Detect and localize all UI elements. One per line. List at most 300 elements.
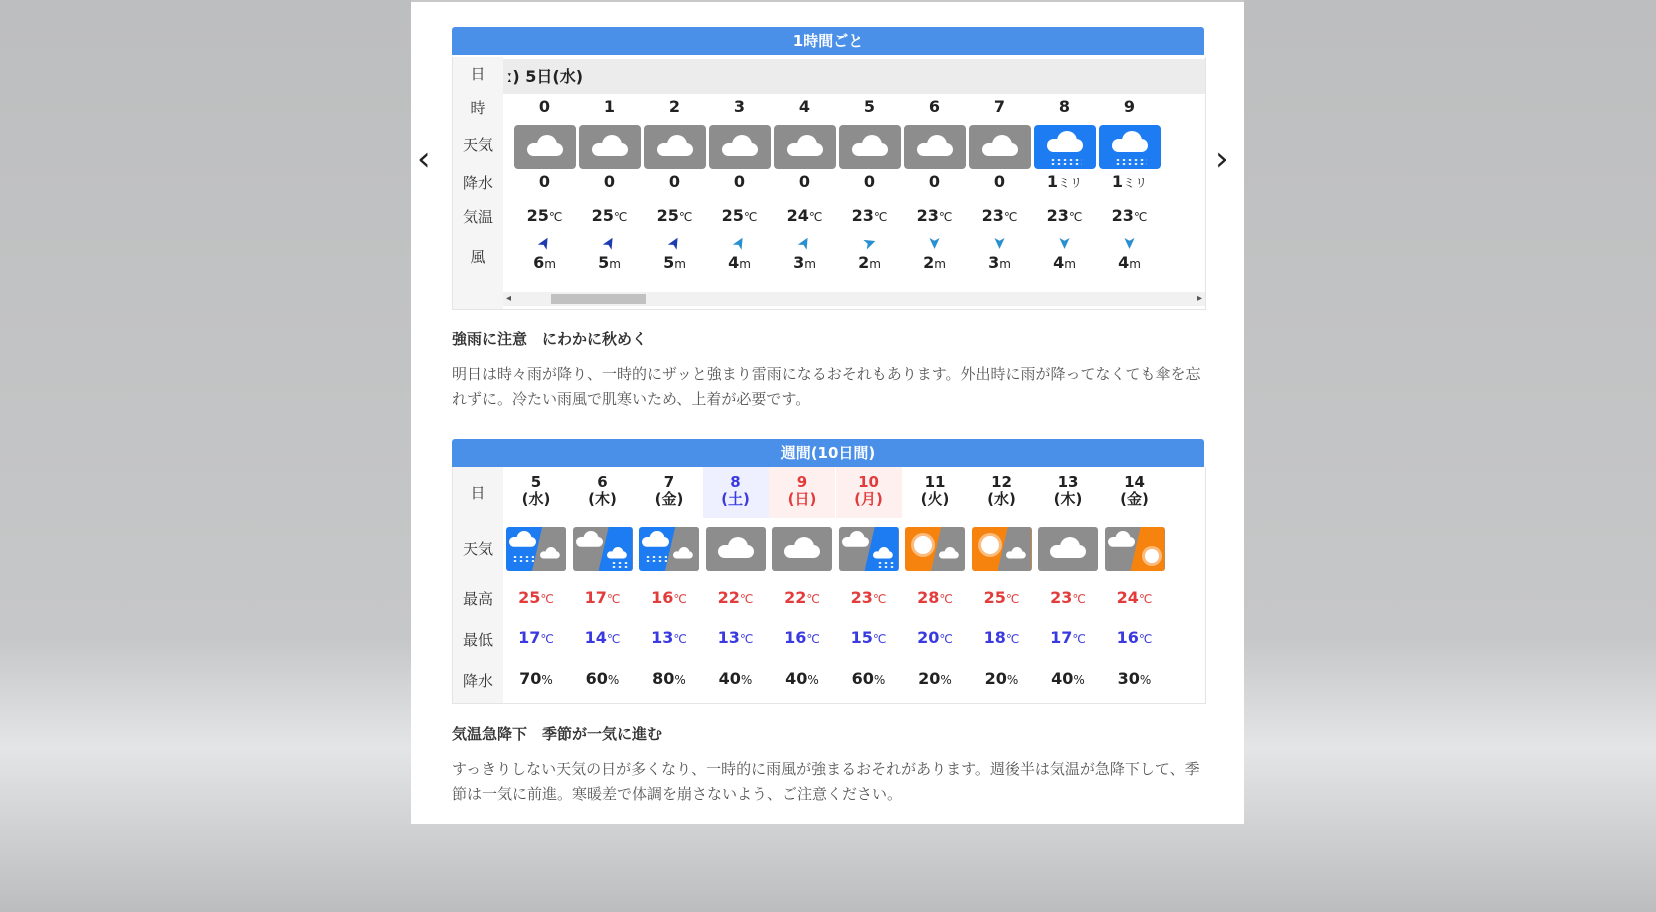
- weekly-day-column: [1102, 467, 1168, 703]
- weekly-weather-cell: [639, 527, 699, 571]
- label-hour: 時: [470, 99, 486, 117]
- weekly-pop: 70%: [519, 669, 553, 688]
- weekly-weather-cell: [1038, 527, 1098, 571]
- weekly-min-temp-unit: ℃: [673, 632, 687, 646]
- cloud-icon: [509, 531, 536, 546]
- tomorrow-headline: 強雨に注意 にわかに秋めく: [452, 330, 648, 348]
- tomorrow-text: 明日は時々雨が降り、一時的にザッと強まり雷雨になるおそれもあります。外出時に雨が降ってなくても傘を忘れずに。冷たい雨風で肌寒いため、上着が必要です。: [452, 365, 1201, 408]
- precip-cell: 0: [863, 172, 876, 191]
- cloud-puff: [1122, 131, 1142, 151]
- weekly-weather-cell: [706, 527, 766, 571]
- hourly-day-band: [503, 59, 1205, 94]
- cloud-puff: [862, 135, 882, 155]
- weekly-date-number: 14: [1124, 473, 1145, 491]
- wind-arrow-icon: ➤: [727, 232, 751, 254]
- weekly-date: [703, 474, 769, 508]
- cloud-icon: [657, 135, 693, 155]
- temp-cell: 23℃: [851, 206, 888, 225]
- precip-cell: 1ミリ: [1111, 172, 1148, 191]
- weekly-max-temp-unit: ℃: [872, 592, 887, 606]
- wlabel-weather: 天気: [462, 540, 493, 558]
- sunny-then-cloudy-icon: [972, 527, 1032, 571]
- weekly-pop: 40%: [1051, 669, 1085, 688]
- weekly-min-temp-unit: ℃: [939, 632, 953, 646]
- cloud-puff: [797, 135, 817, 155]
- wind-arrow-icon: ➤: [597, 232, 621, 254]
- precip-cell: 0: [668, 172, 681, 191]
- weekly-pop-unit: %: [1139, 673, 1152, 687]
- weekly-date-number: 5: [530, 473, 542, 491]
- weekly-min-temp: 16℃: [784, 628, 820, 647]
- weekly-pop-unit: %: [940, 673, 952, 687]
- wind-speed-cell: 4m: [1118, 253, 1141, 272]
- temp-unit: ℃: [873, 210, 888, 224]
- hour-cell: 3: [733, 97, 746, 116]
- cloud-icon: [642, 531, 669, 546]
- cloud-icon: [852, 135, 888, 155]
- weekly-day-column: [1035, 467, 1101, 703]
- weekly-max-temp: 25℃: [518, 588, 554, 607]
- precip-unit: ミリ: [1123, 176, 1148, 190]
- weekly-min-temp-unit: ℃: [739, 632, 754, 646]
- weekly-day-column: [503, 467, 569, 703]
- weekly-min-temp: 15℃: [850, 628, 887, 647]
- cloud-puff: [732, 135, 752, 155]
- cloud-icon: [722, 135, 758, 155]
- cloud-puff: [945, 547, 956, 558]
- weekly-day-column: [902, 467, 968, 703]
- temp-cell: 24℃: [786, 206, 823, 225]
- scroll-left-icon[interactable]: ◂: [506, 293, 512, 304]
- wind-speed-cell: 2m: [923, 253, 946, 272]
- cloud-icon: [982, 135, 1018, 155]
- cloud-puff: [679, 547, 690, 558]
- hour-cell: 7: [993, 97, 1006, 116]
- cloud-puff: [1060, 537, 1080, 557]
- temp-unit: ℃: [678, 210, 693, 224]
- weekly-pop-unit: %: [674, 673, 686, 687]
- cloud-puff: [992, 135, 1012, 155]
- cloudy-icon: [709, 125, 771, 169]
- prev-arrow-icon[interactable]: ‹: [417, 139, 431, 179]
- rain-drops: [645, 555, 667, 563]
- cloud-puff: [517, 531, 532, 546]
- weekly-weekday: (金): [654, 490, 684, 508]
- weekly-pop-unit: %: [807, 673, 819, 687]
- temp-cell: 25℃: [721, 206, 758, 225]
- weather-cell: [772, 125, 837, 169]
- wind-speed-cell: 4m: [728, 253, 751, 272]
- weekly-max-temp: 23℃: [1050, 588, 1086, 607]
- weekly-date-number: 7: [663, 473, 675, 491]
- wind-unit: m: [739, 257, 751, 271]
- wind-direction-cell: [577, 233, 642, 252]
- cloud-icon: [1112, 131, 1148, 151]
- weekly-date-number: 8: [730, 473, 741, 491]
- weekly-min-temp: 17℃: [518, 628, 554, 647]
- weekly-min-temp: 18℃: [983, 628, 1020, 647]
- hour-cell: 8: [1058, 97, 1071, 116]
- cloud-icon: [576, 531, 603, 546]
- rain-then-cloudy-icon: [506, 527, 566, 571]
- weekly-max-temp-unit: ℃: [739, 592, 754, 606]
- weekly-min-temp: 13℃: [717, 628, 754, 647]
- cloudy-icon: [514, 125, 576, 169]
- weekly-max-temp-unit: ℃: [1072, 592, 1086, 606]
- temp-cell: 23℃: [1046, 206, 1083, 225]
- wlabel-precip: 降水: [462, 672, 493, 690]
- weekly-max-temp: 23℃: [850, 588, 887, 607]
- temp-cell: 23℃: [981, 206, 1018, 225]
- precip-cell: 0: [603, 172, 616, 191]
- weekly-day-column: [570, 467, 636, 703]
- weekly-max-temp-unit: ℃: [806, 592, 820, 606]
- cloud-icon: [1006, 547, 1026, 558]
- weekly-min-temp: 20℃: [917, 628, 953, 647]
- precip-cell: 0: [538, 172, 551, 191]
- cloudy-icon: [839, 125, 901, 169]
- temp-cell: 23℃: [916, 206, 953, 225]
- rain-then-cloudy-icon: [639, 527, 699, 571]
- wind-arrow-icon: ➤: [792, 232, 816, 254]
- weekly-weekday: (火): [920, 490, 950, 508]
- wind-arrow-icon: ➤: [662, 232, 686, 254]
- cloudy-then-sunny-icon: [1105, 527, 1165, 571]
- wind-direction-cell: [837, 233, 902, 252]
- hour-cell: 4: [798, 97, 811, 116]
- weekly-pop: 30%: [1117, 669, 1152, 688]
- cloudy-icon: [969, 125, 1031, 169]
- label-wind: 風: [470, 248, 486, 266]
- weather-cell: [642, 125, 707, 169]
- weekly-weather-cell: [972, 527, 1032, 571]
- cloud-puff: [849, 531, 864, 546]
- wind-unit: m: [1064, 257, 1076, 271]
- temp-cell: 25℃: [656, 206, 693, 225]
- cloudy-icon: [904, 125, 966, 169]
- temp-cell: 25℃: [591, 206, 628, 225]
- cloud-icon: [1050, 537, 1086, 557]
- weekly-pop-unit: %: [1006, 673, 1019, 687]
- weekly-pop: 20%: [984, 669, 1019, 688]
- hour-cell: 1: [603, 97, 616, 116]
- wind-direction-cell: [967, 233, 1032, 252]
- temp-unit: ℃: [938, 210, 953, 224]
- weather-cell: [1097, 125, 1162, 169]
- weather-cell: [1032, 125, 1097, 169]
- wind-speed-cell: 6m: [533, 253, 556, 272]
- label-day: 日: [470, 65, 486, 83]
- cloudy-then-rain-icon: [839, 527, 899, 571]
- wind-arrow-icon: ➤: [859, 231, 879, 254]
- rain-drops: [512, 555, 534, 563]
- cloud-puff: [1115, 531, 1130, 546]
- weekly-pop-unit: %: [1073, 673, 1085, 687]
- wind-unit: m: [1129, 257, 1141, 271]
- weekly-weather-cell: [772, 527, 832, 571]
- weekly-min-temp: 14℃: [584, 628, 621, 647]
- weather-cell: [577, 125, 642, 169]
- wlabel-day: 日: [470, 484, 486, 502]
- cloud-icon: [592, 135, 628, 155]
- weather-cell: [512, 125, 577, 169]
- weekly-weekday: (土): [721, 490, 750, 508]
- precip-unit: ミリ: [1058, 176, 1083, 190]
- cloud-puff: [537, 135, 557, 155]
- cloudy-icon: [644, 125, 706, 169]
- hourly-table[interactable]: [452, 57, 1206, 310]
- cloud-puff: [667, 135, 687, 155]
- weekly-day-column: [703, 467, 769, 703]
- wind-direction-cell: [512, 233, 577, 252]
- cloud-puff: [927, 135, 947, 155]
- weekly-pop: 60%: [585, 669, 620, 688]
- cloud-puff: [1011, 547, 1022, 558]
- weekly-min-temp-unit: ℃: [1072, 632, 1086, 646]
- weekly-headline: 気温急降下 季節が一気に進む: [452, 725, 663, 743]
- weekly-date: [836, 474, 902, 508]
- cloudy-then-rain-icon: [573, 527, 633, 571]
- weekly-weekday: (日): [787, 490, 817, 508]
- weekly-weekday: (木): [1053, 490, 1083, 508]
- scroll-thumb[interactable]: [551, 294, 646, 304]
- precip-cell: 0: [733, 172, 746, 191]
- weekly-pop-unit: %: [607, 673, 620, 687]
- next-arrow-icon[interactable]: ›: [1215, 139, 1229, 179]
- temp-unit: ℃: [548, 210, 563, 224]
- cloud-icon: [607, 547, 627, 558]
- wind-speed-cell: 3m: [793, 253, 816, 272]
- weekly-max-temp: 25℃: [983, 588, 1020, 607]
- cloud-icon: [787, 135, 823, 155]
- hourly-header: 1時間ごと: [452, 27, 1204, 55]
- weekly-weekday: (水): [987, 490, 1016, 508]
- wlabel-max: 最高: [462, 590, 493, 608]
- temp-unit: ℃: [808, 210, 823, 224]
- weekly-weather-cell: [905, 527, 965, 571]
- weekly-day-column: [769, 467, 835, 703]
- cloud-icon: [673, 547, 693, 558]
- weekly-date: [636, 474, 702, 508]
- weekly-weather-cell: [839, 527, 899, 571]
- precip-cell: 0: [993, 172, 1006, 191]
- weekly-pop: 20%: [918, 669, 952, 688]
- weekly-max-temp: 28℃: [917, 588, 953, 607]
- cloud-puff: [1057, 131, 1077, 151]
- weekly-min-temp: 16℃: [1116, 628, 1153, 647]
- cloudy-icon: [1038, 527, 1098, 571]
- weekly-table: [452, 467, 1206, 704]
- sun-icon: [981, 536, 999, 554]
- weekly-date-number: 6: [597, 473, 608, 491]
- rain-drops: [611, 561, 629, 569]
- cloudy-icon: [774, 125, 836, 169]
- weekly-pop-unit: %: [740, 673, 753, 687]
- weekly-day-column: [969, 467, 1035, 703]
- cloudy-icon: [579, 125, 641, 169]
- weekly-weekday: (木): [588, 490, 617, 508]
- weekly-date: [570, 474, 636, 508]
- cloud-icon: [527, 135, 563, 155]
- weekly-max-temp-unit: ℃: [939, 592, 953, 606]
- wind-arrow-icon: ➤: [1055, 236, 1075, 250]
- cloud-icon: [1047, 131, 1083, 151]
- weekly-date-number: 9: [796, 473, 808, 491]
- cloud-puff: [728, 537, 748, 557]
- sun-icon: [914, 536, 932, 554]
- wind-speed-cell: 4m: [1053, 253, 1076, 272]
- hour-cell: 0: [538, 97, 551, 116]
- weekly-pop-unit: %: [873, 673, 886, 687]
- precip-cell: 0: [798, 172, 811, 191]
- cloud-icon: [718, 537, 754, 557]
- cloud-icon: [540, 547, 560, 558]
- cloud-icon: [873, 547, 893, 558]
- wind-arrow-icon: ➤: [990, 236, 1010, 250]
- precip-cell: 0: [928, 172, 941, 191]
- label-precip: 降水: [462, 174, 493, 192]
- hour-cell: 9: [1123, 97, 1136, 116]
- weekly-weekday: (月): [854, 490, 883, 508]
- weekly-max-temp-unit: ℃: [1005, 592, 1020, 606]
- wind-unit: m: [999, 257, 1011, 271]
- label-weather: 天気: [462, 136, 493, 154]
- weekly-min-temp-unit: ℃: [1138, 632, 1153, 646]
- cloud-puff: [794, 537, 814, 557]
- weekly-date: [1035, 474, 1101, 508]
- cloud-icon: [784, 537, 820, 557]
- cloud-icon: [939, 547, 959, 558]
- wind-unit: m: [804, 257, 816, 271]
- cloud-puff: [546, 547, 557, 558]
- weekly-date-number: 13: [1057, 473, 1079, 491]
- cloud-icon: [842, 531, 869, 546]
- weekly-max-temp-unit: ℃: [606, 592, 621, 606]
- cloud-puff: [583, 531, 598, 546]
- weekly-text: すっきりしない天気の日が多くなり、一時的に雨風が強まるおそれがあります。週後半は気温が急降下して、季節は一気に前進。寒暖差で体調を崩さないよう、ご注意ください。: [452, 760, 1200, 803]
- wind-arrow-icon: ➤: [925, 236, 945, 250]
- weekly-min-temp-unit: ℃: [540, 632, 554, 646]
- weekly-max-temp: 17℃: [584, 588, 621, 607]
- weekly-min-temp-unit: ℃: [1005, 632, 1020, 646]
- weather-cell: [707, 125, 772, 169]
- wind-unit: m: [869, 257, 881, 271]
- weekly-date-number: 11: [924, 473, 946, 491]
- rain-drops: [877, 561, 895, 569]
- label-temp: 気温: [462, 208, 493, 226]
- weekly-max-temp-unit: ℃: [1138, 592, 1153, 606]
- weather-cell: [837, 125, 902, 169]
- hourly-day-label: ː) 5日(水): [507, 67, 584, 86]
- rain-drops: [1050, 158, 1082, 166]
- weekly-pop: 40%: [785, 669, 819, 688]
- weekly-min-temp-unit: ℃: [872, 632, 887, 646]
- weekly-date: [969, 474, 1035, 508]
- wind-unit: m: [934, 257, 946, 271]
- hour-cell: 6: [928, 97, 941, 116]
- cloud-puff: [612, 547, 623, 558]
- weekly-pop: 40%: [718, 669, 753, 688]
- weekly-min-temp: 17℃: [1050, 628, 1086, 647]
- cloud-puff: [650, 531, 665, 546]
- weekly-weather-cell: [573, 527, 633, 571]
- wind-unit: m: [609, 257, 621, 271]
- wind-direction-cell: [1097, 233, 1162, 252]
- weekly-day-column: [836, 467, 902, 703]
- cloud-icon: [1108, 531, 1135, 546]
- rain-icon: [1034, 125, 1096, 169]
- precip-cell: 1ミリ: [1046, 172, 1083, 191]
- cloudy-icon: [772, 527, 832, 571]
- weekly-date-number: 12: [991, 473, 1012, 491]
- wind-arrow-icon: ➤: [532, 232, 556, 254]
- wind-direction-cell: [1032, 233, 1097, 252]
- cloud-puff: [602, 135, 622, 155]
- weekly-max-temp: 24℃: [1116, 588, 1153, 607]
- scroll-right-icon[interactable]: ▸: [1196, 293, 1202, 304]
- hourly-scrollbar[interactable]: [503, 292, 1205, 306]
- weekly-pop-unit: %: [541, 673, 553, 687]
- weekly-max-temp: 16℃: [651, 588, 687, 607]
- weekly-label-column: [453, 467, 503, 703]
- temp-unit: ℃: [1068, 210, 1083, 224]
- weekly-header: 週間(10日間): [452, 439, 1204, 467]
- weekly-date: [902, 474, 968, 508]
- temp-unit: ℃: [1003, 210, 1018, 224]
- wind-direction-cell: [902, 233, 967, 252]
- cloud-puff: [878, 547, 889, 558]
- weekly-weekday: (金): [1120, 490, 1149, 508]
- weekly-weekday: (水): [521, 490, 551, 508]
- hour-cell: 2: [668, 97, 681, 116]
- wind-direction-cell: [707, 233, 772, 252]
- weekly-date: [503, 474, 569, 508]
- sun-icon: [1145, 549, 1159, 563]
- temp-unit: ℃: [1133, 210, 1148, 224]
- weekly-weather-cell: [506, 527, 566, 571]
- weekly-min-temp-unit: ℃: [606, 632, 621, 646]
- weekly-max-temp-unit: ℃: [540, 592, 554, 606]
- weekly-date-number: 10: [858, 473, 879, 491]
- temp-unit: ℃: [743, 210, 758, 224]
- wind-direction-cell: [772, 233, 837, 252]
- wind-speed-cell: 3m: [988, 253, 1011, 272]
- wind-unit: m: [544, 257, 556, 271]
- cloudy-icon: [706, 527, 766, 571]
- temp-cell: 23℃: [1111, 206, 1148, 225]
- wind-speed-cell: 2m: [858, 253, 881, 272]
- weather-cell: [967, 125, 1032, 169]
- temp-cell: 25℃: [526, 206, 563, 225]
- weekly-day-column: [636, 467, 702, 703]
- rain-icon: [1099, 125, 1161, 169]
- wind-speed-cell: 5m: [663, 253, 686, 272]
- weekly-max-temp: 22℃: [784, 588, 820, 607]
- wind-unit: m: [674, 257, 686, 271]
- weekly-max-temp-unit: ℃: [673, 592, 687, 606]
- cloud-icon: [917, 135, 953, 155]
- weather-cell: [902, 125, 967, 169]
- hour-cell: 5: [863, 97, 876, 116]
- weekly-pop: 80%: [652, 669, 686, 688]
- wlabel-min: 最低: [462, 631, 493, 649]
- forecast-page: [411, 0, 1244, 824]
- hourly-label-column: [453, 57, 503, 309]
- weekly-date: [769, 474, 835, 508]
- temp-unit: ℃: [613, 210, 628, 224]
- wind-speed-cell: 5m: [598, 253, 621, 272]
- weekly-weather-cell: [1105, 527, 1165, 571]
